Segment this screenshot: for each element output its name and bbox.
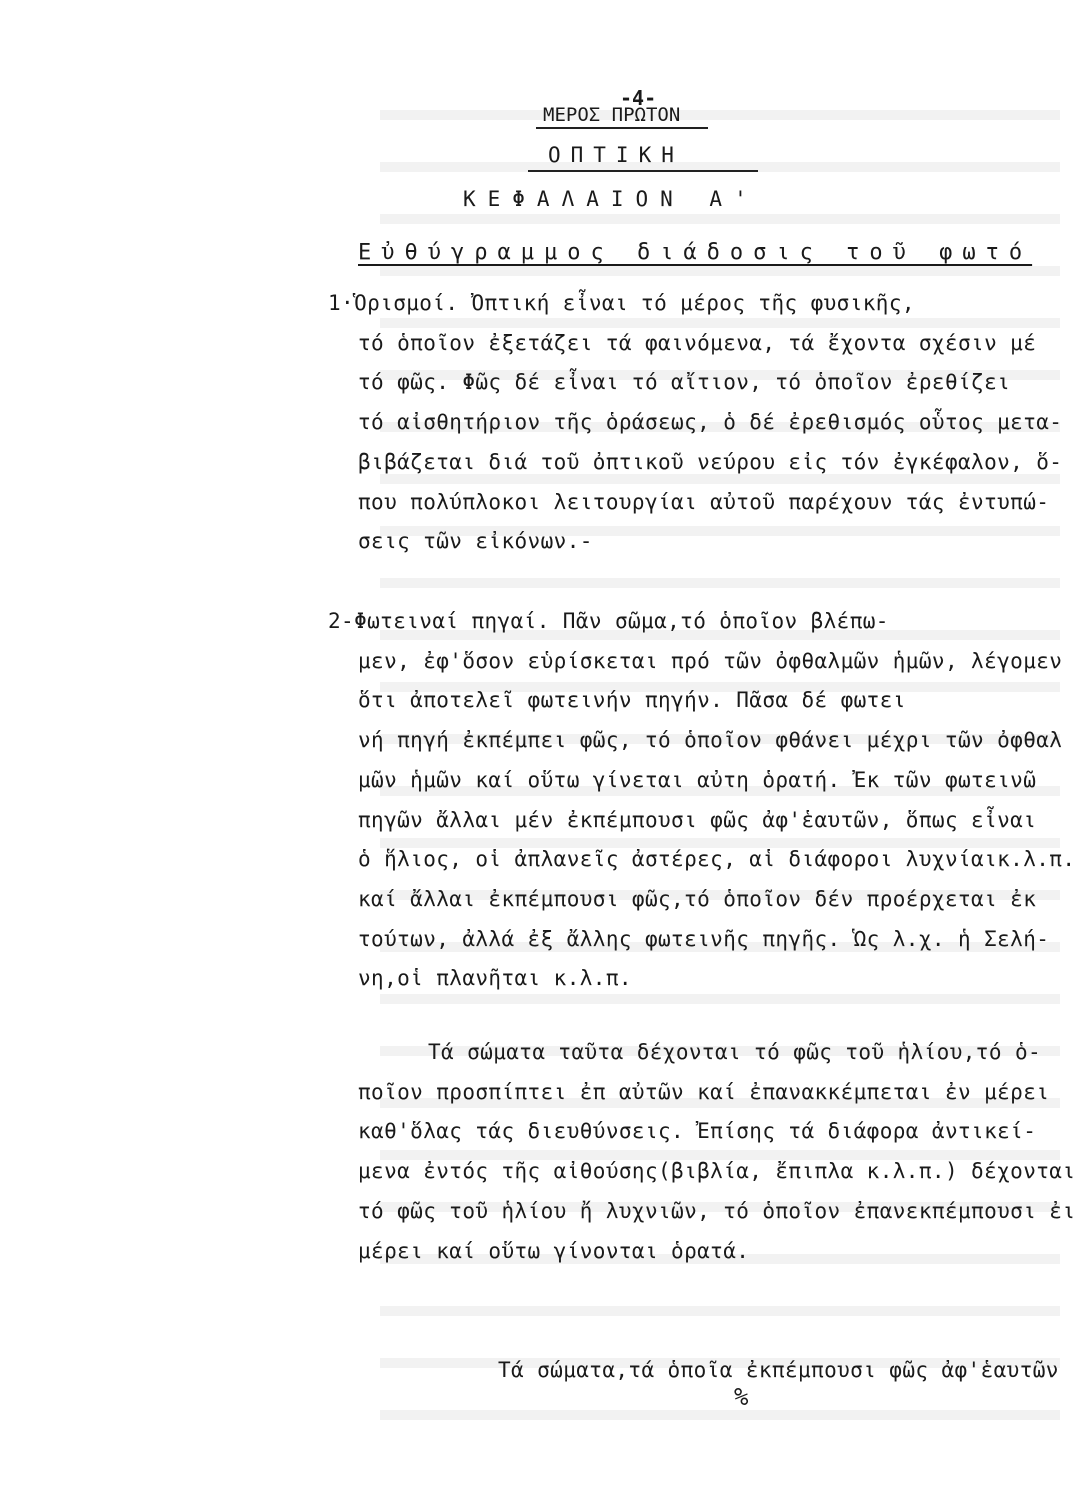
text-line: καθ'ὅλας τάς διευθύνσεις. Ἐπίσης τά διάφορα ἀντικεί- (358, 1119, 1037, 1143)
text-line: μέρει καί οὕτω γίνονται ὁρατά. (358, 1239, 750, 1263)
text-line: 2-Φωτειναί πηγαί. Πᾶν σῶμα,τό ὁποῖον βλέπω- (328, 609, 889, 633)
text-line: τό φῶς τοῦ ἡλίου ἤ λυχνιῶν, τό ὁποῖον ἐπανεκπέμπουσι ἐι (358, 1199, 1076, 1223)
part-heading-underline (536, 127, 708, 129)
text-line: καί ἄλλαι ἐκπέμπουσι φῶς,τό ὁποῖον δέν προέρχεται ἐκ (358, 887, 1037, 911)
text-line: ὅτι ἀποτελεῖ φωτεινήν πηγήν. Πᾶσα δέ φωτει (358, 688, 906, 712)
text-line: μεν, ἐφ'ὅσον εὑρίσκεται πρό τῶν ὀφθαλμῶν ἡμῶν, λέγομεν (358, 649, 1063, 673)
text-line: ὁ ἥλιος, οἱ ἀπλανεῖς ἀστέρες, αἱ διάφοροι λυχνίαικ.λ.π. (358, 847, 1076, 871)
text-line: που πολύπλοκοι λειτουργίαι αὐτοῦ παρέχουν τάς ἐντυπώ- (358, 490, 1050, 514)
text-line: 1·Ὁρισμοί. Ὀπτική εἶναι τό μέρος τῆς φυσικῆς, (328, 291, 915, 315)
chapter-title: Εὐθύγραμμος διάδοσις τοῦ φωτό (358, 240, 1033, 265)
text-line: σεις τῶν εἰκόνων.- (358, 529, 593, 553)
text-line: μενα ἐντός τῆς αἰθούσης(βιβλία, ἔπιπλα κ.λ.π.) δέχονται (358, 1159, 1076, 1183)
section-heading: ΟΠΤΙΚΗ (548, 143, 684, 167)
page-number: -4- (620, 86, 657, 110)
end-mark: % (734, 1383, 749, 1411)
part-heading: ΜΕΡΟΣ ΠΡΩΤΟΝ (543, 104, 681, 126)
text-line: νή πηγή ἐκπέμπει φῶς, τό ὁποῖον φθάνει μέχρι τῶν ὀφθαλ (358, 728, 1063, 752)
text-line: τό ὁποῖον ἐξετάζει τά φαινόμενα, τά ἔχοντα σχέσιν μέ (358, 331, 1037, 355)
text-line: τό αἰσθητήριον τῆς ὁράσεως, ὁ δέ ἐρεθισμός οὗτος μετα- (358, 410, 1063, 434)
text-line: νη,οἱ πλανῆται κ.λ.π. (358, 966, 632, 990)
text-line: Τά σώματα,τά ὁποῖα ἐκπέμπουσι φῶς ἀφ'ἑαυτῶν (498, 1358, 1059, 1382)
text-line: ποῖον προσπίπτει ἐπ αὐτῶν καί ἐπανακκέμπεται ἐν μέρει (358, 1080, 1050, 1104)
text-line: Τά σώματα ταῦτα δέχονται τό φῶς τοῦ ἡλίου,τό ὁ- (428, 1040, 1042, 1064)
text-line: πηγῶν ἄλλαι μέν ἐκπέμπουσι φῶς ἀφ'ἑαυτῶν, ὅπως εἶναι (358, 808, 1037, 832)
text-line: μῶν ἡμῶν καί οὕτω γίνεται αὐτη ὁρατή. Ἐκ τῶν φωτεινῶ (358, 768, 1037, 792)
chapter-heading: ΚΕΦΑΛΑΙΟΝ Α' (463, 187, 759, 211)
section-heading-underline (528, 170, 758, 172)
text-line: βιβάζεται διά τοῦ ὀπτικοῦ νεύρου εἰς τόν ἐγκέφαλον, ὅ- (358, 450, 1063, 474)
text-line: τούτων, ἀλλά ἐξ ἄλλης φωτεινῆς πηγῆς. Ὡς λ.χ. ἡ Σελή- (358, 927, 1050, 951)
text-line: τό φῶς. Φῶς δέ εἶναι τό αἴτιον, τό ὁποῖον ἐρεθίζει (358, 370, 1011, 394)
